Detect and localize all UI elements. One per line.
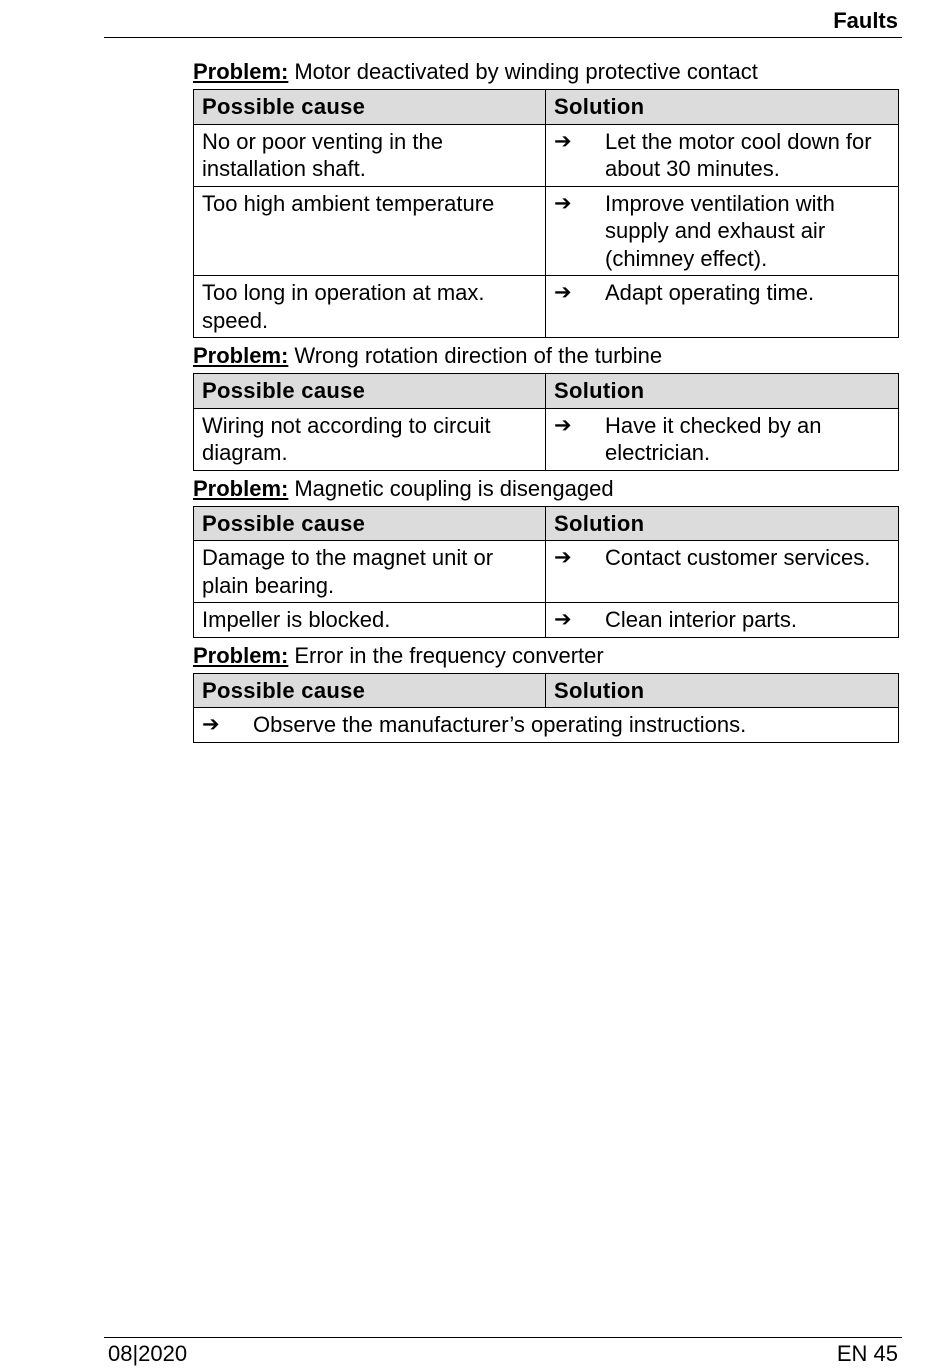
table-row <box>194 186 899 276</box>
fault-table <box>193 673 899 743</box>
arrow-right-icon: ➔ <box>554 129 572 153</box>
solution-cell <box>546 603 899 638</box>
cause-cell: No or poor venting in the installation shaft. <box>194 124 546 186</box>
problem-label: Problem: <box>193 475 289 501</box>
solution-text: Adapt operating time. <box>605 280 815 305</box>
solution-text: Clean interior parts. <box>605 607 797 632</box>
cause-column-header: Possible cause <box>194 374 546 409</box>
solution-text: Observe the manufacturer’s operating instructions. <box>253 712 747 737</box>
header-divider <box>104 37 902 38</box>
problem-title: Motor deactivated by winding protective contact <box>294 59 758 84</box>
solution-column-header: Solution <box>546 90 899 125</box>
solution-column-header: Solution <box>546 506 899 541</box>
problem-heading <box>193 58 898 86</box>
table-row <box>194 408 899 470</box>
problem-heading <box>193 342 898 370</box>
cause-cell: Impeller is blocked. <box>194 603 546 638</box>
table-header-row <box>194 506 899 541</box>
solution-column-header: Solution <box>546 673 899 708</box>
page-number: EN 45 <box>836 1341 898 1366</box>
problem-heading <box>193 642 898 670</box>
problem-heading <box>193 475 898 503</box>
cause-cell: Too long in operation at max. speed. <box>194 276 546 338</box>
table-row <box>194 276 899 338</box>
solution-text: Improve ventilation with supply and exhaust air (chimney effect). <box>605 190 835 271</box>
cause-column-header: Possible cause <box>194 506 546 541</box>
table-row <box>194 708 899 743</box>
table-row <box>194 124 899 186</box>
cause-cell: Too high ambient temperature <box>194 186 546 276</box>
table-header-row <box>194 673 899 708</box>
problem-label: Problem: <box>193 343 289 368</box>
arrow-right-icon: ➔ <box>202 713 220 736</box>
solution-text: Have it checked by an electrician. <box>605 412 822 465</box>
fault-table <box>193 506 899 638</box>
problem-label: Problem: <box>193 59 289 84</box>
table-row <box>194 541 899 603</box>
full-width-solution-cell <box>194 708 899 743</box>
arrow-right-icon: ➔ <box>554 608 572 631</box>
problem-title: Error in the frequency converter <box>294 642 604 668</box>
problem-title: Wrong rotation direction of the turbine <box>294 343 663 368</box>
problem-label: Problem: <box>193 642 289 668</box>
solution-cell <box>546 124 899 186</box>
problem-title: Magnetic coupling is disengaged <box>294 475 614 501</box>
fault-table <box>193 89 899 338</box>
solution-cell <box>546 186 899 276</box>
arrow-right-icon: ➔ <box>554 281 572 304</box>
solution-cell <box>546 541 899 603</box>
solution-cell <box>546 276 899 338</box>
section-title: Faults <box>833 8 898 33</box>
cause-cell: Damage to the magnet unit or plain bearing. <box>194 541 546 603</box>
solution-text: Let the motor cool down for about 30 minutes. <box>605 128 872 181</box>
arrow-right-icon: ➔ <box>554 191 572 215</box>
faults-content <box>193 58 898 747</box>
solution-column-header: Solution <box>546 374 899 409</box>
footer-date: 08|2020 <box>108 1341 188 1366</box>
footer-divider <box>104 1337 902 1338</box>
table-header-row <box>194 90 899 125</box>
fault-table <box>193 373 899 471</box>
table-row <box>194 603 899 638</box>
arrow-right-icon: ➔ <box>554 413 572 437</box>
cause-cell: Wiring not according to circuit diagram. <box>194 408 546 470</box>
cause-column-header: Possible cause <box>194 90 546 125</box>
cause-column-header: Possible cause <box>194 673 546 708</box>
arrow-right-icon: ➔ <box>554 546 572 569</box>
solution-text: Contact customer services. <box>605 545 871 570</box>
table-header-row <box>194 374 899 409</box>
solution-cell <box>546 408 899 470</box>
